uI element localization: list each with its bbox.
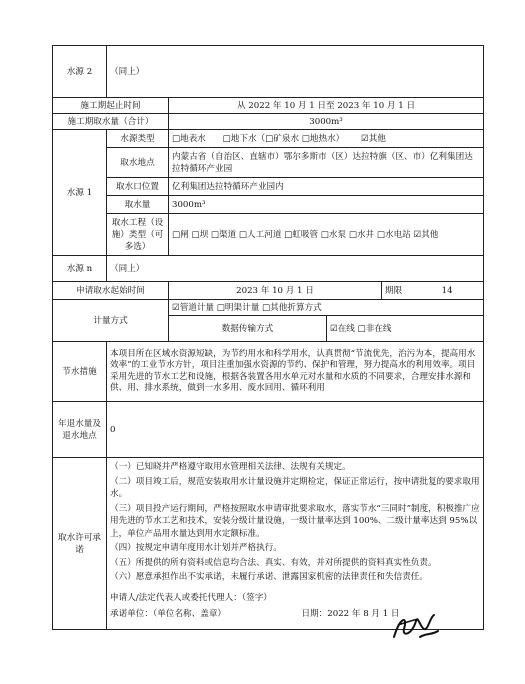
source-type-options	[169, 130, 484, 148]
commitment-item: （四）按规定申请年度用水计划并严格执行。	[110, 543, 282, 553]
start-time-label: 申请取水起始时间	[53, 282, 169, 300]
metering-label: 计量方式	[53, 300, 169, 342]
outlet-label: 取水口位置	[107, 178, 169, 196]
works-type-label: 取水工程（设施）类型（可多选）	[107, 214, 169, 256]
term-label: 期限	[385, 285, 403, 296]
period-value: 从 2022 年 10 月 1 日至 2023 年 10 月 1 日	[169, 98, 484, 114]
checkbox-other[interactable]: ☑其他	[361, 133, 386, 144]
water-source-n-label: 水源 n	[53, 256, 107, 282]
application-form	[52, 45, 483, 630]
water-source-1-label: 水源 1	[53, 130, 107, 256]
location-value: 内蒙古省（自治区、直辖市）鄂尔多斯市（区）达拉特旗（区、市）亿利集团达拉特循环产业园	[169, 148, 484, 178]
commitment-item: （一）已知晓并严格遵守取用水管理相关法律、法规有关规定。	[110, 462, 351, 472]
works-type-options: □闸 □坝 □渠道 □人工河道 □虹吸管 □水泵 □水井 □水电站 ☑其他	[169, 214, 484, 256]
metering-options: ☑管道计量 □明渠计量 □其他折算方式	[169, 300, 484, 316]
period-label: 施工期起止时间	[53, 98, 169, 114]
water-source-2-value: （同上）	[107, 46, 484, 98]
form-table	[52, 45, 484, 630]
source-type-label: 水源类型	[107, 130, 169, 148]
checkbox-groundwater[interactable]: □地下水（□矿泉水 □地热水）	[222, 133, 345, 144]
saving-text: 本项目所在区域水资源短缺，为节约用水和科学用水，认真贯彻“节流优先，治污为本，提高用水效率”的工业节水方针，项目注重加强水资源的节约、保护和管理，努力提高水的利用效率。项目采用先进的节水工艺和设施，根据各装置各用水单元对水量和水质的不同要求，合理安排水源和供、用、排水系统，做到一水多用、废水回用、循环利用	[107, 342, 484, 402]
transmission-options: ☑在线 □非在线	[327, 316, 484, 342]
unit-label: 承诺单位：（单位名称、盖章）	[110, 609, 227, 619]
discharge-label: 年退水量及退水地点	[53, 402, 107, 458]
total-volume-label: 施工期取水量（合计）	[53, 114, 169, 130]
commitment-item: （三）项目投产运行期间，严格按照取水申请审批要求取水，落实节水“三同时”制度，积极推广应用先进的节水工艺和技术，安装分级计量设施，一级计量率达到 100%、二级计量率达到 95%以上，单位产品用水量达到用水定额标准。	[110, 503, 480, 539]
transmission-label: 数据传输方式	[169, 316, 327, 342]
commitment-date: 日期：2022 年 8 月 1 日	[301, 609, 400, 619]
commitment-body	[107, 458, 484, 630]
total-volume-value: 3000m³	[169, 114, 484, 130]
volume-value: 3000m³	[169, 196, 484, 214]
water-source-n-value: （同上）	[107, 256, 484, 282]
saving-label: 节水措施	[53, 342, 107, 402]
start-time-value: 2023 年 10 月 1 日	[169, 282, 382, 300]
outlet-value: 亿利集团达拉特循环产业园内	[169, 178, 484, 196]
water-source-2-label: 水源 2	[53, 46, 107, 98]
commitment-label: 取水许可承诺	[53, 458, 107, 630]
volume-label: 取水量	[107, 196, 169, 214]
discharge-value: 0	[107, 402, 484, 458]
checkbox-surface-water[interactable]: □地表水	[172, 133, 206, 144]
term-cell	[382, 282, 484, 300]
signature-line: 申请人/法定代表人或委托代理人：（签字）	[110, 592, 272, 603]
term-value: 14	[441, 285, 453, 296]
commitment-item: （二）项目竣工后，规范安装取用水计量设施并定期检定，保证正常运行，按申请批复的要求取用水。	[110, 476, 480, 499]
commitment-item: （六）愿意承担作出不实承诺，未履行承诺、泄露国家机密的法律责任和失信责任。	[110, 572, 428, 582]
handwritten-signature	[390, 607, 442, 647]
commitment-item: （五）所提供的所有资料或信息均合法、真实、有效，并对所提供的资料真实性负责。	[110, 557, 437, 568]
location-label: 取水地点	[107, 148, 169, 178]
